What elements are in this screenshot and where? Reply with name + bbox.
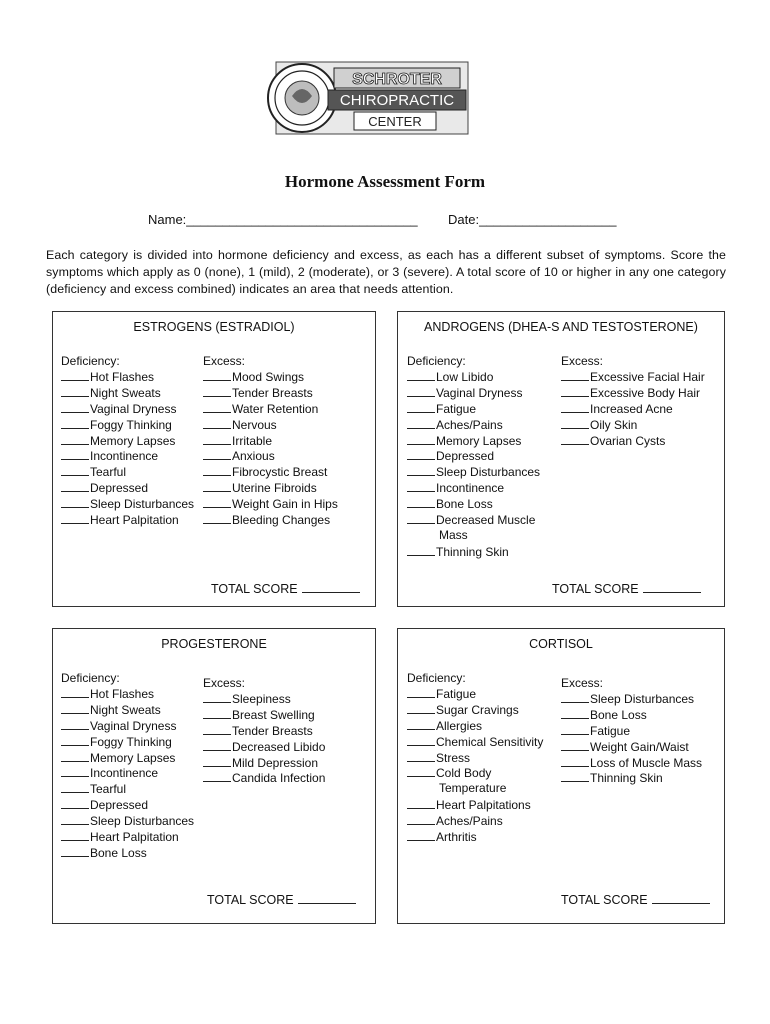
symptom-item[interactable] — [407, 734, 543, 750]
score-blank[interactable] — [61, 702, 89, 714]
date-field[interactable]: Date:___________________ — [448, 212, 617, 227]
date-label: Date: — [448, 212, 480, 227]
symptom-label: Night Sweats — [90, 702, 161, 717]
clinic-logo — [262, 56, 472, 140]
symptom-item[interactable] — [407, 464, 540, 480]
symptom-label: Heart Palpitation — [90, 513, 179, 528]
excess-heading: Excess: — [561, 354, 604, 368]
symptom-label: Excessive Body Hair — [590, 385, 701, 400]
score-blank[interactable] — [61, 750, 89, 762]
symptom-label: Aches/Pains — [436, 417, 503, 432]
symptom-label: Sleep Disturbances — [90, 497, 195, 512]
score-blank[interactable] — [61, 417, 89, 429]
symptom-item[interactable] — [561, 691, 702, 707]
score-blank[interactable] — [61, 401, 89, 413]
score-blank[interactable] — [561, 707, 589, 719]
symptom-label: Uterine Fibroids — [232, 481, 317, 496]
score-blank[interactable] — [203, 448, 231, 460]
score-blank[interactable] — [407, 750, 435, 762]
symptom-item[interactable] — [203, 369, 338, 385]
score-blank[interactable] — [203, 464, 231, 476]
symptom-label: Nervous — [232, 417, 277, 432]
symptom-label-continued: Temperature — [439, 781, 507, 796]
symptom-item[interactable] — [61, 385, 194, 401]
symptom-label: Bone Loss — [90, 845, 147, 860]
symptom-label: Arthritis — [436, 830, 477, 845]
androgens-box — [397, 311, 725, 607]
symptom-item[interactable] — [407, 369, 540, 385]
symptom-label: Incontinence — [436, 481, 505, 496]
symptom-label: Sleepiness — [232, 692, 291, 706]
symptom-label: Irritable — [232, 433, 273, 448]
symptom-item[interactable] — [203, 512, 338, 528]
score-blank[interactable] — [407, 433, 435, 445]
symptom-label: Chemical Sensitivity — [436, 734, 544, 749]
symptom-label: Loss of Muscle Mass — [590, 755, 703, 770]
symptom-label: Tender Breasts — [232, 385, 313, 400]
symptom-item[interactable] — [203, 401, 338, 417]
symptom-label: Vaginal Dryness — [90, 718, 177, 733]
symptom-label: Memory Lapses — [90, 750, 176, 765]
androgens-total-score[interactable] — [552, 581, 701, 596]
symptom-item[interactable] — [407, 718, 543, 734]
symptom-label: Depressed — [90, 481, 149, 496]
androgens-excess-column — [561, 353, 705, 448]
total-label: TOTAL SCORE — [552, 582, 639, 596]
symptom-item[interactable] — [407, 448, 540, 464]
cortisol-title: CORTISOL — [529, 637, 593, 651]
symptom-item[interactable] — [61, 734, 194, 750]
score-blank[interactable] — [61, 781, 89, 793]
score-blank[interactable] — [561, 369, 589, 381]
deficiency-heading: Deficiency: — [407, 671, 466, 685]
score-blank[interactable] — [407, 464, 435, 476]
symptom-item[interactable] — [203, 723, 325, 739]
score-blank[interactable] — [61, 797, 89, 809]
symptom-label: Heart Palpitations — [436, 798, 531, 813]
symptom-label: Anxious — [232, 449, 275, 464]
symptom-label: Incontinence — [90, 449, 159, 464]
symptom-item[interactable] — [61, 464, 194, 480]
score-blank[interactable] — [203, 739, 231, 751]
score-blank[interactable] — [61, 765, 89, 777]
estrogens-total-score[interactable] — [211, 581, 360, 596]
symptom-label: Vaginal Dryness — [436, 385, 523, 400]
score-blank[interactable] — [407, 369, 435, 381]
symptom-label-continued: Mass — [439, 527, 468, 542]
score-blank[interactable] — [407, 480, 435, 492]
score-blank[interactable] — [407, 813, 435, 825]
progesterone-deficiency-column — [61, 670, 194, 861]
symptom-label: Vaginal Dryness — [90, 401, 177, 416]
progesterone-excess-column — [203, 675, 325, 786]
symptom-label: Fatigue — [590, 723, 631, 738]
symptom-label: Fatigue — [436, 401, 477, 416]
progesterone-title: PROGESTERONE — [161, 637, 267, 651]
symptom-item[interactable] — [561, 723, 702, 739]
score-blank[interactable] — [561, 385, 589, 397]
symptom-label: Decreased Muscle — [436, 513, 536, 528]
symptom-item[interactable] — [61, 781, 194, 797]
cortisol-total-score[interactable] — [561, 892, 710, 907]
symptom-item[interactable] — [61, 797, 194, 813]
score-blank[interactable] — [407, 829, 435, 841]
symptom-label: Candida Infection — [232, 771, 326, 786]
score-blank[interactable] — [61, 433, 89, 445]
symptom-item[interactable] — [61, 512, 194, 528]
symptom-item[interactable] — [407, 686, 543, 702]
symptom-item[interactable] — [203, 739, 325, 755]
symptom-item[interactable] — [61, 448, 194, 464]
symptom-label: Sleep Disturbances — [590, 692, 695, 706]
symptom-label: Bone Loss — [436, 497, 493, 512]
score-blank[interactable] — [203, 512, 231, 524]
symptom-item[interactable] — [61, 829, 194, 845]
androgens-title: ANDROGENS (DHEA-S AND TESTOSTERONE) — [424, 320, 698, 334]
name-field[interactable]: Name:________________________________ — [148, 212, 418, 227]
symptom-item[interactable] — [203, 448, 338, 464]
score-blank[interactable] — [407, 718, 435, 730]
score-blank[interactable] — [561, 417, 589, 429]
symptom-label: Cold Body — [436, 766, 492, 781]
score-blank[interactable] — [61, 369, 89, 381]
symptom-item[interactable] — [203, 755, 325, 771]
score-blank[interactable] — [407, 512, 435, 524]
symptom-item[interactable] — [61, 750, 194, 766]
symptom-label: Decreased Libido — [232, 739, 326, 754]
cortisol-box — [397, 628, 725, 924]
symptom-item[interactable] — [203, 464, 338, 480]
symptom-item[interactable] — [407, 417, 540, 433]
symptom-item[interactable] — [407, 765, 543, 781]
symptom-label: Allergies — [436, 718, 483, 733]
symptom-label: Memory Lapses — [436, 433, 522, 448]
symptom-label: Mood Swings — [232, 370, 305, 384]
symptom-item[interactable] — [61, 369, 194, 385]
score-blank[interactable] — [407, 765, 435, 777]
score-blank[interactable] — [203, 496, 231, 508]
score-blank[interactable] — [203, 755, 231, 767]
symptom-label: Depressed — [90, 798, 149, 813]
score-blank[interactable] — [61, 813, 89, 825]
symptom-item[interactable] — [407, 813, 543, 829]
symptom-item[interactable] — [61, 433, 194, 449]
symptom-label: Night Sweats — [90, 385, 161, 400]
score-blank[interactable] — [561, 691, 589, 703]
estrogens-deficiency-column — [61, 353, 194, 528]
score-blank[interactable] — [407, 797, 435, 809]
estrogens-title: ESTROGENS (ESTRADIOL) — [133, 320, 295, 334]
symptom-label: Weight Gain in Hips — [232, 497, 338, 512]
symptom-item[interactable] — [407, 433, 540, 449]
total-label: TOTAL SCORE — [207, 893, 294, 907]
symptom-label: Sugar Cravings — [436, 702, 519, 717]
symptom-item[interactable] — [61, 480, 194, 496]
excess-heading: Excess: — [203, 676, 246, 690]
symptom-label: Bone Loss — [590, 707, 647, 722]
symptom-item[interactable] — [203, 417, 338, 433]
score-blank[interactable] — [407, 544, 435, 556]
score-blank[interactable] — [203, 707, 231, 719]
cortisol-deficiency-column — [407, 670, 543, 845]
cortisol-excess-column — [561, 675, 702, 786]
score-blank[interactable] — [203, 723, 231, 735]
score-blank[interactable] — [61, 686, 89, 698]
progesterone-total-score[interactable] — [207, 892, 356, 907]
symptom-label: Tender Breasts — [232, 723, 313, 738]
score-blank[interactable] — [561, 739, 589, 751]
score-blank[interactable] — [61, 718, 89, 730]
score-blank[interactable] — [407, 686, 435, 698]
score-blank[interactable] — [203, 433, 231, 445]
score-blank[interactable] — [561, 723, 589, 735]
score-blank[interactable] — [203, 417, 231, 429]
symptom-item[interactable] — [561, 770, 702, 786]
androgens-deficiency-column — [407, 353, 540, 560]
score-blank[interactable] — [407, 496, 435, 508]
score-blank[interactable] — [407, 417, 435, 429]
score-blank[interactable] — [61, 829, 89, 841]
symptom-item[interactable] — [407, 797, 543, 813]
symptom-label: Thinning Skin — [590, 771, 663, 786]
symptom-item[interactable] — [561, 755, 702, 771]
deficiency-heading: Deficiency: — [61, 671, 120, 685]
logo-line1: SCHROTER — [352, 71, 442, 88]
total-label: TOTAL SCORE — [211, 582, 298, 596]
excess-heading: Excess: — [203, 354, 246, 368]
symptom-item[interactable] — [561, 385, 705, 401]
score-blank[interactable] — [203, 401, 231, 413]
score-blank[interactable] — [61, 734, 89, 746]
deficiency-heading: Deficiency: — [407, 354, 466, 368]
symptom-item[interactable] — [203, 480, 338, 496]
score-blank[interactable] — [203, 691, 231, 703]
estrogens-box — [52, 311, 376, 607]
symptom-item[interactable] — [561, 707, 702, 723]
symptom-item[interactable] — [61, 496, 194, 512]
symptom-label: Excessive Facial Hair — [590, 370, 705, 384]
symptom-item[interactable] — [561, 401, 705, 417]
score-blank[interactable] — [407, 448, 435, 460]
logo-line2: CHIROPRACTIC — [339, 92, 455, 109]
symptom-label: Fatigue — [436, 687, 477, 701]
symptom-label: Fibrocystic Breast — [232, 465, 328, 480]
symptom-item[interactable] — [561, 433, 705, 449]
symptom-item[interactable] — [561, 417, 705, 433]
symptom-label: Bleeding Changes — [232, 513, 331, 528]
deficiency-heading: Deficiency: — [61, 354, 120, 368]
symptom-label: Water Retention — [232, 401, 319, 416]
score-blank[interactable] — [203, 385, 231, 397]
symptom-label: Hot Flashes — [90, 687, 155, 701]
symptom-item[interactable] — [61, 702, 194, 718]
symptom-item[interactable] — [407, 829, 543, 845]
symptom-item[interactable] — [561, 369, 705, 385]
name-label: Name: — [148, 212, 187, 227]
score-blank[interactable] — [61, 845, 89, 857]
symptom-label: Breast Swelling — [232, 707, 315, 722]
symptom-label: Mild Depression — [232, 755, 319, 770]
symptom-label: Thinning Skin — [436, 544, 509, 559]
score-blank[interactable] — [61, 480, 89, 492]
progesterone-box — [52, 628, 376, 924]
symptom-label: Tearful — [90, 782, 127, 797]
score-blank[interactable] — [203, 369, 231, 381]
symptom-label: Incontinence — [90, 766, 159, 781]
excess-heading: Excess: — [561, 676, 604, 690]
symptom-label: Stress — [436, 750, 471, 765]
symptom-item[interactable] — [61, 813, 194, 829]
symptom-item[interactable] — [61, 765, 194, 781]
symptom-label: Foggy Thinking — [90, 417, 172, 432]
score-blank[interactable] — [561, 401, 589, 413]
score-blank[interactable] — [561, 770, 589, 782]
score-blank[interactable] — [203, 480, 231, 492]
symptom-label: Memory Lapses — [90, 433, 176, 448]
symptom-label: Ovarian Cysts — [590, 433, 666, 448]
score-blank[interactable] — [61, 496, 89, 508]
symptom-item[interactable] — [407, 401, 540, 417]
symptom-item[interactable] — [407, 480, 540, 496]
score-blank[interactable] — [61, 464, 89, 476]
form-title: Hormone Assessment Form — [284, 172, 486, 191]
symptom-item[interactable] — [407, 385, 540, 401]
symptom-item[interactable] — [203, 385, 338, 401]
score-blank[interactable] — [407, 702, 435, 714]
symptom-label: Increased Acne — [590, 401, 673, 416]
total-label: TOTAL SCORE — [561, 893, 648, 907]
score-blank[interactable] — [561, 433, 589, 445]
symptom-label: Sleep Disturbances — [90, 814, 195, 829]
symptom-item[interactable] — [203, 496, 338, 512]
symptom-label: Hot Flashes — [90, 370, 155, 384]
estrogens-excess-column — [203, 353, 338, 528]
score-blank[interactable] — [61, 385, 89, 397]
symptom-label: Foggy Thinking — [90, 734, 172, 749]
symptom-item[interactable] — [407, 512, 540, 528]
symptom-item[interactable] — [203, 691, 325, 707]
symptom-label: Aches/Pains — [436, 814, 503, 829]
symptom-item[interactable] — [61, 845, 194, 861]
symptom-item[interactable] — [407, 544, 540, 560]
symptom-item[interactable] — [203, 770, 325, 786]
symptom-label: Low Libido — [436, 370, 494, 384]
symptom-label: Heart Palpitation — [90, 830, 179, 845]
symptom-label: Depressed — [436, 449, 495, 464]
symptom-item[interactable] — [407, 496, 540, 512]
symptom-label: Weight Gain/Waist — [590, 739, 689, 754]
symptom-item[interactable] — [203, 707, 325, 723]
symptom-item[interactable] — [61, 718, 194, 734]
symptom-item[interactable] — [61, 686, 194, 702]
score-blank[interactable] — [561, 755, 589, 767]
symptom-item[interactable] — [561, 739, 702, 755]
score-blank[interactable] — [407, 401, 435, 413]
symptom-item[interactable] — [203, 433, 338, 449]
symptom-label: Sleep Disturbances — [436, 465, 541, 480]
logo-line3: CENTER — [368, 114, 422, 129]
symptom-item[interactable] — [61, 401, 194, 417]
score-blank[interactable] — [61, 512, 89, 524]
score-blank[interactable] — [61, 448, 89, 460]
score-blank[interactable] — [407, 734, 435, 746]
symptom-item[interactable] — [407, 702, 543, 718]
score-blank[interactable] — [407, 385, 435, 397]
symptom-item[interactable] — [407, 750, 543, 766]
symptom-label: Tearful — [90, 465, 127, 480]
score-blank[interactable] — [203, 770, 231, 782]
symptom-label: Oily Skin — [590, 417, 638, 432]
symptom-item[interactable] — [61, 417, 194, 433]
instructions-paragraph: Each category is divided into hormone deficiency and excess, as each has a different subset of symptoms. Score the symptoms which apply as 0 (none), 1 (mild), 2 (moderate), or 3 (severe). A total score of 10 or higher in any one category (deficiency and excess combined) indicates an area that needs attention. — [46, 248, 726, 296]
